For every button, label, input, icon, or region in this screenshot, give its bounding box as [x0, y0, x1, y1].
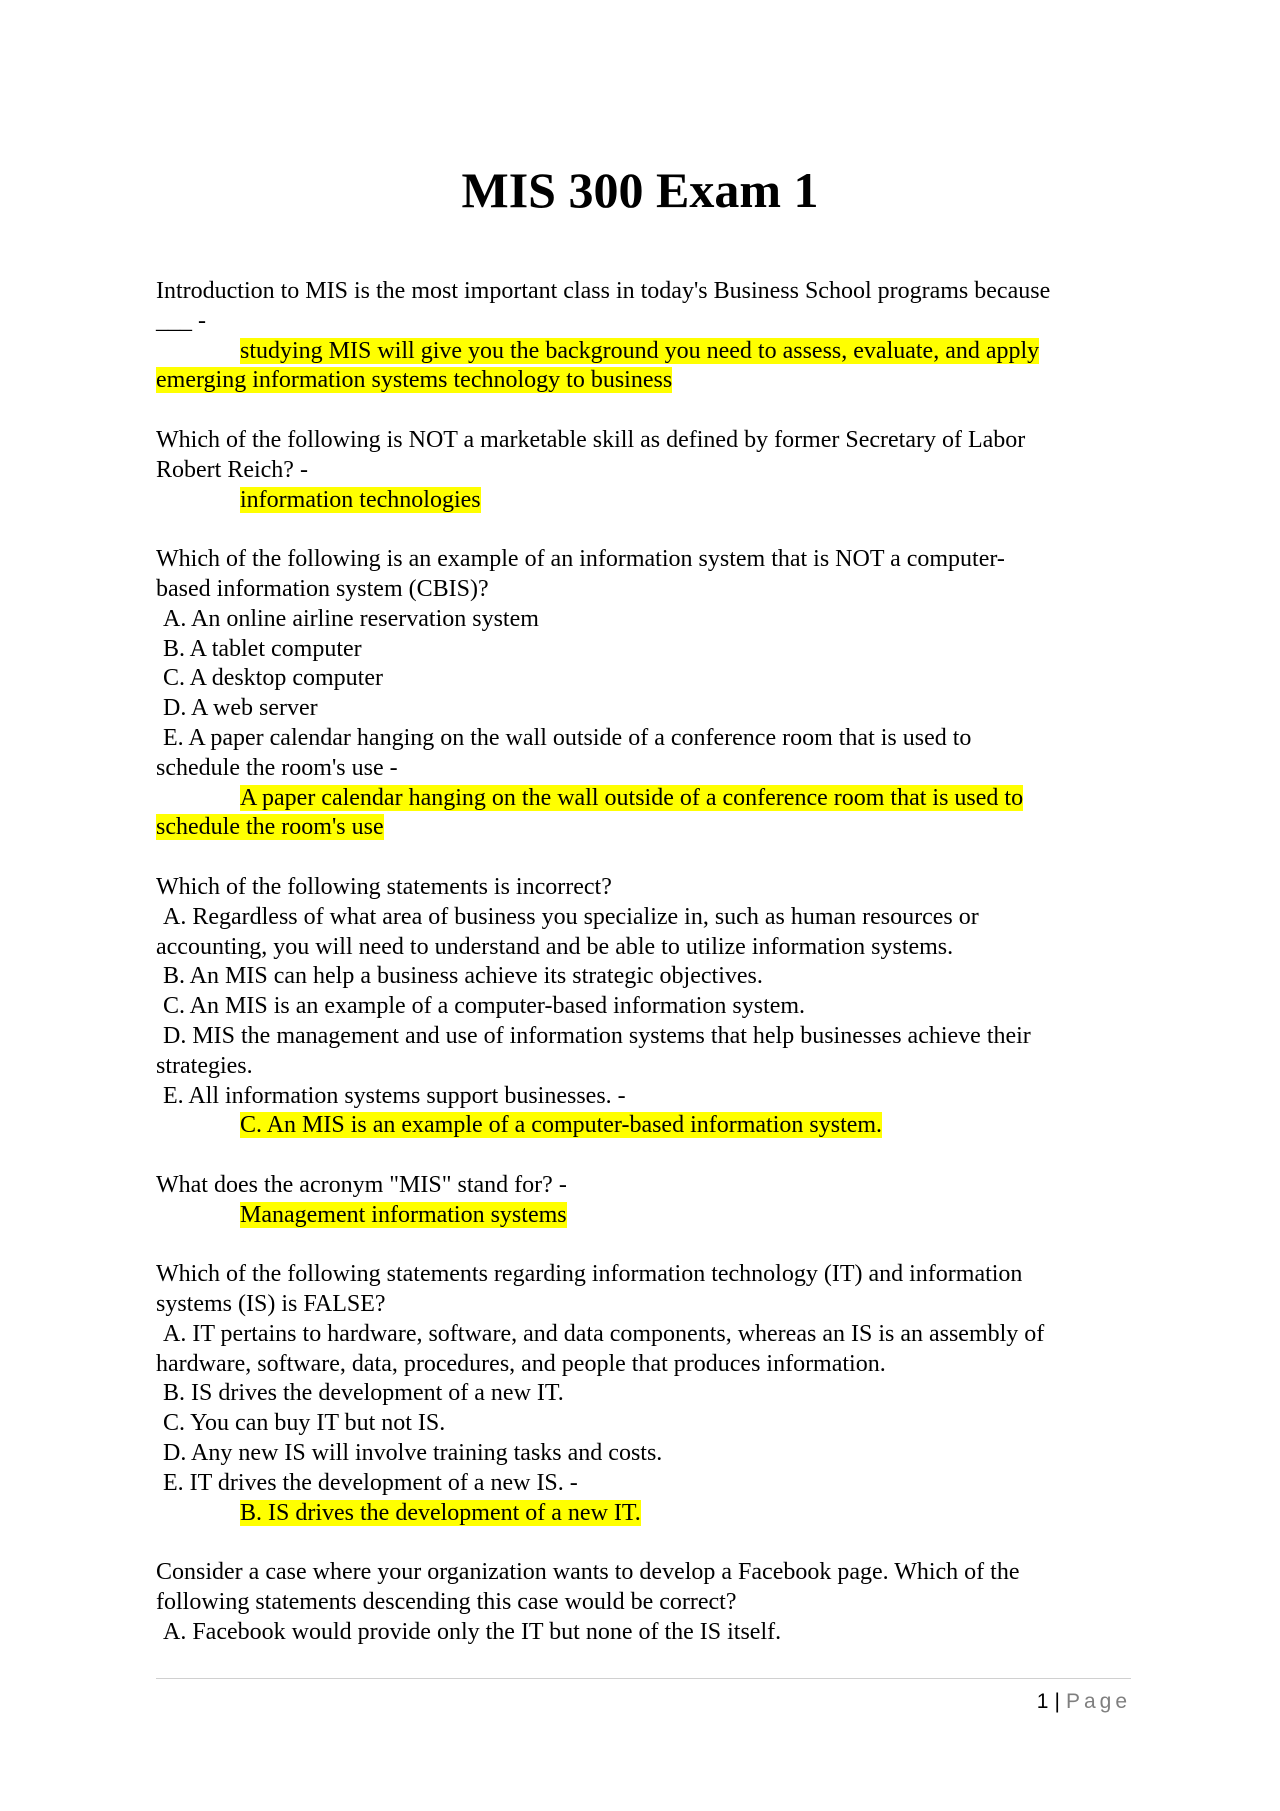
- question-block-7: [156, 1558, 1126, 1647]
- answer-option: A. Facebook would provide only the IT but none of the IS itself.: [163, 1618, 782, 1645]
- answer-option-continued: schedule the room's use -: [156, 754, 398, 781]
- highlighted-answer: B. IS drives the development of a new IT.: [240, 1499, 641, 1526]
- answer-option: A. An online airline reservation system: [163, 605, 539, 632]
- answer-line: [156, 784, 1126, 814]
- question-text: Introduction to MIS is the most important class in today's Business School programs because: [156, 278, 1051, 304]
- question-text: following statements descending this case would be correct?: [156, 1589, 737, 1616]
- answer-option-continued: accounting, you will need to understand and be able to utilize information systems.: [156, 933, 954, 960]
- footer-divider: [156, 1678, 1131, 1679]
- answer-option: A. Regardless of what area of business you specialize in, such as human resources or: [163, 903, 979, 930]
- answer-option-continued: strategies.: [156, 1052, 253, 1079]
- question-text: ___ -: [156, 307, 206, 334]
- question-text: systems (IS) is FALSE?: [156, 1291, 386, 1318]
- answer-option: C. An MIS is an example of a computer-based information system.: [163, 993, 806, 1020]
- answer-line: [156, 366, 1126, 396]
- question-block-1: [156, 277, 1126, 396]
- answer-line: [156, 813, 1126, 843]
- answer-line: [156, 1499, 1126, 1529]
- highlighted-answer: emerging information systems technology to business: [156, 367, 673, 394]
- page-footer: [1037, 1688, 1131, 1716]
- question-block-2: [156, 426, 1126, 515]
- document-body: [156, 277, 1126, 1677]
- answer-option: B. An MIS can help a business achieve its strategic objectives.: [163, 963, 763, 990]
- question-text: Which of the following is NOT a marketable skill as defined by former Secretary of Labor: [156, 426, 1026, 453]
- answer-option: C. A desktop computer: [163, 665, 383, 692]
- question-text: Which of the following is an example of an information system that is NOT a computer-: [156, 546, 1005, 573]
- document-title: MIS 300 Exam 1: [461, 162, 819, 218]
- question-text: What does the acronym "MIS" stand for? -: [156, 1171, 567, 1198]
- question-block-4: [156, 873, 1126, 1141]
- answer-option: D. MIS the management and use of information systems that help businesses achieve their: [163, 1022, 1031, 1049]
- answer-option: E. All information systems support businesses. -: [163, 1082, 626, 1109]
- answer-line: [156, 1201, 1126, 1231]
- highlighted-answer: Management information systems: [240, 1201, 567, 1228]
- question-text: Robert Reich? -: [156, 456, 308, 483]
- highlighted-answer: schedule the room's use: [156, 814, 384, 841]
- question-block-5: [156, 1171, 1126, 1231]
- answer-option: B. A tablet computer: [163, 635, 362, 662]
- highlighted-answer: A paper calendar hanging on the wall outside of a conference room that is used to: [240, 784, 1024, 811]
- question-block-3: [156, 545, 1126, 843]
- question-text: Which of the following statements regarding information technology (IT) and information: [156, 1261, 1023, 1288]
- answer-line: [156, 486, 1126, 516]
- question-text: based information system (CBIS)?: [156, 575, 489, 602]
- page-separator: |: [1054, 1690, 1060, 1713]
- question-text: Which of the following statements is incorrect?: [156, 873, 612, 900]
- answer-option: D. Any new IS will involve training tasks and costs.: [163, 1440, 663, 1467]
- answer-line: [156, 1111, 1126, 1141]
- answer-option: D. A web server: [163, 695, 318, 722]
- page-number: 1: [1036, 1690, 1049, 1713]
- question-block-6: [156, 1260, 1126, 1528]
- highlighted-answer: information technologies: [240, 486, 481, 513]
- answer-option: A. IT pertains to hardware, software, and data components, whereas an IS is an assembly of: [163, 1320, 1045, 1347]
- highlighted-answer: studying MIS will give you the background you need to assess, evaluate, and apply: [240, 337, 1040, 364]
- answer-option-continued: hardware, software, data, procedures, and people that produces information.: [156, 1350, 886, 1377]
- answer-option: B. IS drives the development of a new IT.: [163, 1380, 564, 1407]
- highlighted-answer: C. An MIS is an example of a computer-based information system.: [240, 1112, 883, 1139]
- page-label: Page: [1065, 1690, 1131, 1713]
- answer-option: C. You can buy IT but not IS.: [163, 1410, 446, 1437]
- answer-line: [156, 337, 1126, 367]
- question-text: Consider a case where your organization wants to develop a Facebook page. Which of the: [156, 1559, 1020, 1586]
- answer-option: E. A paper calendar hanging on the wall outside of a conference room that is used to: [163, 724, 972, 751]
- answer-option: E. IT drives the development of a new IS. -: [163, 1469, 578, 1496]
